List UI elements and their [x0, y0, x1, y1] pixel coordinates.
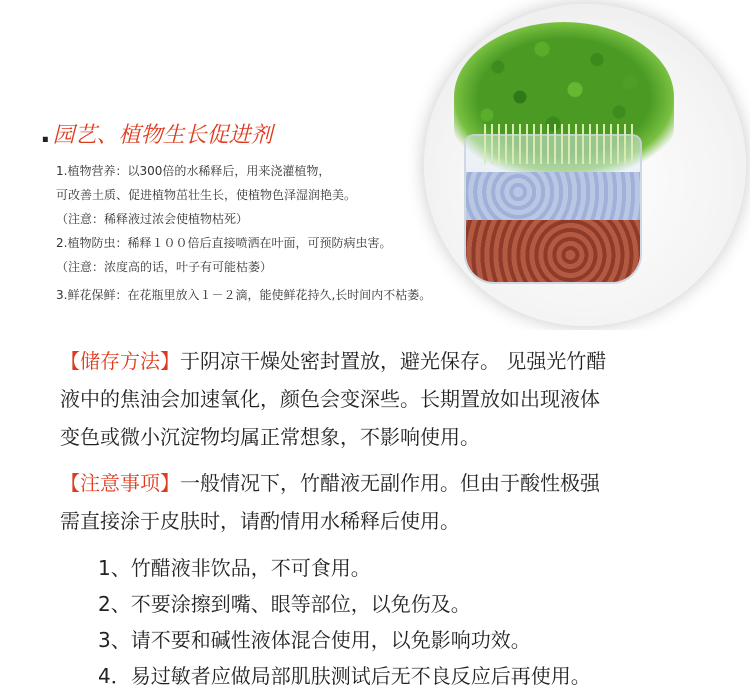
note-line: （注意：稀释液过浓会使植物枯死） [56, 212, 249, 226]
caution-line: 【注意事项】一般情况下，竹醋液无副作用。但由于酸性极强 [60, 471, 600, 495]
storage-paragraph [60, 342, 740, 456]
red-soil-layer [466, 220, 640, 284]
caution-paragraph [60, 464, 740, 540]
sprout-stems [484, 124, 634, 164]
note-line: 2.植物防虫：稀释１００倍后直接喷洒在叶面，可预防病虫害。 [56, 236, 392, 250]
note-line: 1.植物营养：以300倍的水稀释后，用来浇灌植物， [56, 164, 331, 178]
note-line: （注意：浓度高的话，叶子有可能枯萎） [56, 260, 273, 274]
title-dot: . [40, 116, 51, 149]
blue-soil-layer [466, 172, 640, 222]
usage-section [0, 0, 750, 330]
caution-line: 需直接涂于皮肤时，请酌情用水稀释后使用。 [60, 509, 460, 533]
note-line: 3.鲜花保鲜：在花瓶里放入１－２滴，能使鲜花持久,长时间内不枯萎。 [56, 288, 432, 302]
storage-line: 变色或微小沉淀物均属正常想象，不影响使用。 [60, 425, 480, 449]
list-item: 2、不要涂擦到嘴、眼等部位，以免伤及。 [98, 592, 471, 616]
title-text: 园艺、植物生长促进剂 [52, 123, 273, 148]
list-item: 3、请不要和碱性液体混合使用，以免影响功效。 [98, 628, 531, 652]
sprout-pot-photo [424, 4, 746, 326]
storage-label: 【储存方法】 [60, 349, 180, 373]
storage-line: 液中的焦油会加速氧化，颜色会变深些。长期置放如出现液体 [60, 387, 600, 411]
instructions-section [0, 330, 750, 691]
list-item: 4．易过敏者应做局部肌肤测试后无不良反应后再使用。 [98, 664, 591, 688]
storage-line: 【储存方法】于阴凉干燥处密封置放，避光保存。 见强光竹醋 [60, 349, 607, 373]
note-line: 可改善土质、促进植物茁壮生长，使植物色泽湿润艳美。 [56, 188, 357, 202]
section-title [40, 118, 273, 149]
caution-label: 【注意事项】 [60, 471, 180, 495]
list-item: 1、竹醋液非饮品，不可食用。 [98, 556, 371, 580]
